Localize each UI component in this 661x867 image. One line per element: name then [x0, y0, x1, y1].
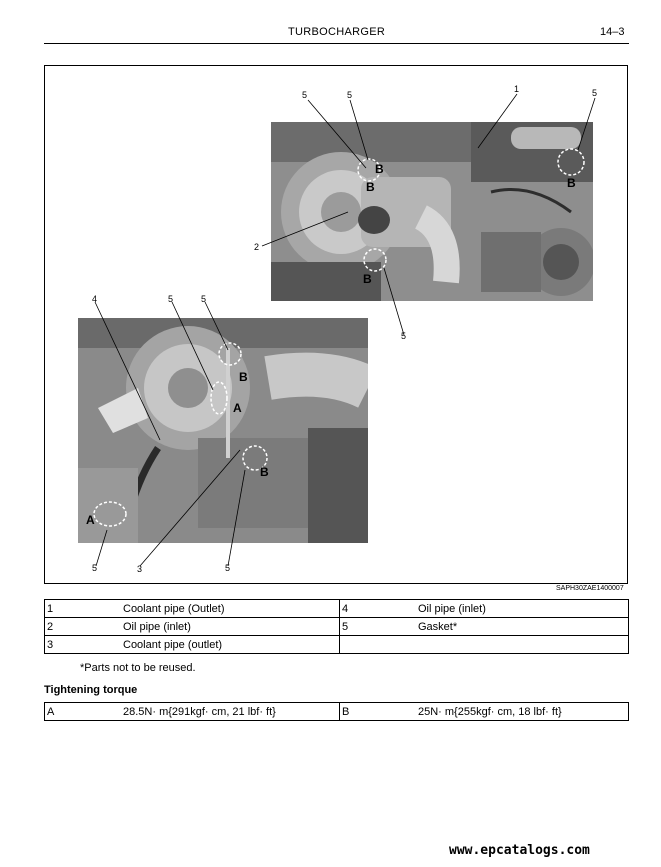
label-bottom-a1: A [233, 401, 242, 415]
torque-value: 28.5N· m{291kgf· cm, 21 lbf· ft} [121, 703, 340, 721]
table-row [45, 600, 629, 618]
parts-table [44, 599, 629, 654]
part-name: Coolant pipe (outlet) [121, 636, 340, 654]
part-number [340, 636, 417, 654]
callout-bottom-5a: 5 [168, 294, 174, 304]
table-row [45, 636, 629, 654]
callout-top-5b: 5 [347, 90, 353, 100]
callout-top-5a: 5 [302, 90, 308, 100]
callout-top-5d: 5 [401, 331, 407, 341]
callout-bottom-5d: 5 [225, 563, 231, 573]
parts-note: *Parts not to be reused. [80, 662, 196, 674]
part-number: 1 [45, 600, 122, 618]
label-top-b3: B [567, 176, 576, 190]
part-name: Gasket* [416, 618, 629, 636]
table-row [45, 703, 629, 721]
label-bottom-a2: A [86, 513, 95, 527]
page-number: 14–3 [600, 26, 625, 38]
label-bottom-b1: B [239, 370, 248, 384]
part-number: 5 [340, 618, 417, 636]
part-name: Oil pipe (inlet) [416, 600, 629, 618]
callout-top-1: 1 [514, 84, 520, 94]
page-title: TURBOCHARGER [288, 26, 386, 38]
table-row [45, 618, 629, 636]
part-number: 2 [45, 618, 122, 636]
label-top-b1: B [375, 162, 384, 176]
torque-key: B [340, 703, 417, 721]
callout-top-2: 2 [254, 242, 260, 252]
label-top-b2: B [366, 180, 375, 194]
part-name: Coolant pipe (Outlet) [121, 600, 340, 618]
torque-key: A [45, 703, 122, 721]
callout-bottom-3: 3 [137, 564, 143, 574]
torque-heading: Tightening torque [44, 684, 138, 696]
figure-code: SAPH30ZAE1400007 [556, 585, 624, 592]
torque-value: 25N· m{255kgf· cm, 18 lbf· ft} [416, 703, 629, 721]
torque-table [44, 702, 629, 721]
part-name [416, 636, 629, 654]
part-number: 4 [340, 600, 417, 618]
part-name: Oil pipe (inlet) [121, 618, 340, 636]
part-number: 3 [45, 636, 122, 654]
callout-top-5c: 5 [592, 88, 598, 98]
label-top-b4: B [363, 272, 372, 286]
label-bottom-b2: B [260, 465, 269, 479]
callout-bottom-5c: 5 [92, 563, 98, 573]
callout-bottom-5b: 5 [201, 294, 207, 304]
footer-watermark: www.epcatalogs.com [449, 843, 590, 858]
callout-bottom-4: 4 [92, 294, 98, 304]
